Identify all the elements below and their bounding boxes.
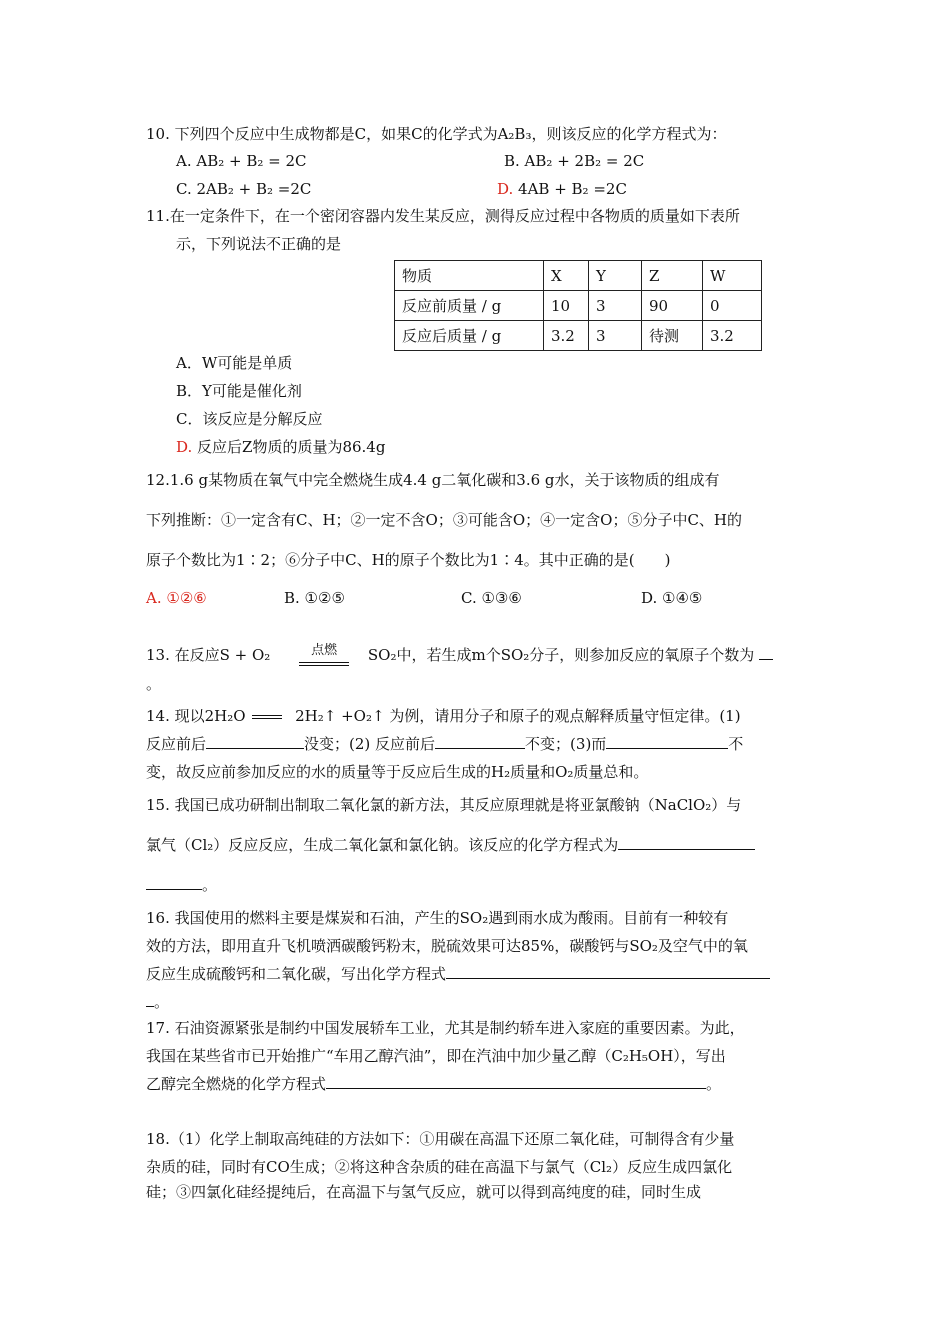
q16-line1: 16. 我国使用的燃料主要是煤炭和石油，产生的SO₂遇到雨水成为酸雨。目前有一种较有 <box>146 909 729 927</box>
q13-post: SO₂中，若生成m个SO₂分子，则参加反应的氧原子个数为 <box>367 646 755 664</box>
q14-line2c: 不变；(3)而 <box>525 735 607 753</box>
q18-line2: 杂质的硅，同时有CO生成；②将这种含杂质的硅在高温下与氯气（Cl₂）反应生成四氯化 <box>146 1158 733 1176</box>
table-cell: 待测 <box>642 321 703 351</box>
q16-answer-blank-cont[interactable] <box>146 992 154 1007</box>
q11-option-d-text: 反应后Z物质的质量为86.4g <box>192 438 386 456</box>
q11-stem-line2: 示，下列说法不正确的是 <box>176 235 342 253</box>
table-header-row <box>395 261 762 291</box>
q14-line2 <box>146 734 743 754</box>
q13-answer-blank[interactable] <box>759 645 773 660</box>
q10-option-a[interactable]: A. AB₂ + B₂ = 2C <box>176 152 307 170</box>
q10-option-d[interactable] <box>497 179 627 199</box>
q10-option-d-text: 4AB + B₂ =2C <box>513 180 627 198</box>
table-cell: W <box>703 261 762 291</box>
table-cell: 3 <box>589 291 642 321</box>
q14-line2a: 反应前后 <box>146 735 207 753</box>
q18-line1: 18.（1）化学上制取高纯硅的方法如下：①用碳在高温下还原二氧化硅，可制得含有少量 <box>146 1130 735 1148</box>
q16-line4 <box>146 992 169 1012</box>
q15-end: 。 <box>202 876 218 894</box>
q14-line1 <box>146 706 741 726</box>
q15-answer-blank-cont[interactable] <box>146 875 202 890</box>
table-cell: 90 <box>642 291 703 321</box>
q15-line1: 15. 我国已成功研制出制取二氧化氯的新方法，其反应原理就是将亚氯酸钠（NaClO₂）与 <box>146 796 742 814</box>
equals-sign-icon <box>299 662 349 666</box>
table-cell: 物质 <box>395 261 544 291</box>
q16-line2: 效的方法，即用直升飞机喷洒碳酸钙粉末，脱硫效果可达85%，碳酸钙与SO₂及空气中的氧 <box>146 937 748 955</box>
table-cell: 3 <box>589 321 642 351</box>
q14-blank-3[interactable] <box>606 734 728 749</box>
q14-line2d: 不 <box>728 735 744 753</box>
q11-option-b[interactable]: B．Y可能是催化剂 <box>176 382 302 400</box>
q14-blank-1[interactable] <box>206 734 304 749</box>
table-cell: Z <box>642 261 703 291</box>
q11-option-d[interactable] <box>176 437 385 457</box>
table-cell: 10 <box>544 291 589 321</box>
q12-line3: 原子个数比为1∶2；⑥分子中C、H的原子个数比为1∶4。其中正确的是( ) <box>146 551 671 569</box>
q10-option-c[interactable]: C. 2AB₂ + B₂ =2C <box>176 180 312 198</box>
q12-option-b[interactable]: B. ①②⑤ <box>284 589 345 607</box>
q11-mass-table <box>394 260 762 351</box>
ignition-condition-text: 点燃 <box>311 643 338 658</box>
q17-line1: 17. 石油资源紧张是制约中国发展轿车工业，尤其是制约轿车进入家庭的重要因素。为此， <box>146 1019 745 1037</box>
q17-end: 。 <box>706 1075 722 1093</box>
q15-line2-text: 氯气（Cl₂）反应反应，生成二氧化氯和氯化钠。该反应的化学方程式为 <box>146 836 619 854</box>
q12-option-a[interactable]: A. ①②⑥ <box>146 589 207 607</box>
q11-option-d-letter: D. <box>176 438 193 456</box>
q12-option-c[interactable]: C. ①③⑥ <box>461 589 522 607</box>
q11-option-a[interactable]: A．W可能是单质 <box>176 354 293 372</box>
q11-option-c[interactable]: C．该反应是分解反应 <box>176 410 323 428</box>
table-row <box>395 321 762 351</box>
q12-line1: 12.1.6 g某物质在氧气中完全燃烧生成4.4 g二氧化碳和3.6 g水，关于该物质的组成有 <box>146 471 720 489</box>
table-cell: 3.2 <box>544 321 589 351</box>
q17-answer-blank[interactable] <box>326 1074 706 1089</box>
q15-line2 <box>146 835 755 855</box>
q13-pre: 13. 在反应S + O₂ <box>146 646 271 664</box>
electrolysis-condition-icon <box>252 710 282 724</box>
q18-line3: 硅；③四氯化硅经提纯后，在高温下与氢气反应，就可以得到高纯度的硅，同时生成 <box>146 1183 702 1201</box>
q17-line3 <box>146 1074 721 1094</box>
q15-answer-blank[interactable] <box>618 835 755 850</box>
q14-blank-2[interactable] <box>435 734 525 749</box>
q10-stem: 10. 下列四个反应中生成物都是C，如果C的化学式为A₂B₃，则该反应的化学方程式为： <box>146 125 727 143</box>
q14-line2b: 没变；(2) 反应前后 <box>304 735 436 753</box>
q10-option-b[interactable]: B. AB₂ + 2B₂ = 2C <box>504 152 645 170</box>
table-cell: X <box>544 261 589 291</box>
q11-stem-line1: 11.在一定条件下，在一个密闭容器内发生某反应，测得反应过程中各物质的质量如下表所 <box>146 207 740 225</box>
q16-end: 。 <box>154 993 170 1011</box>
q16-line3 <box>146 964 770 984</box>
q13-line1 <box>146 645 773 672</box>
q17-line3-text: 乙醇完全燃烧的化学方程式 <box>146 1075 327 1093</box>
q14-pre: 14. 现以2H₂O <box>146 707 246 725</box>
table-row <box>395 291 762 321</box>
table-cell: 反应前质量 / g <box>395 291 544 321</box>
table-cell: 反应后质量 / g <box>395 321 544 351</box>
ignition-condition <box>299 641 349 666</box>
q16-line3-text: 反应生成硫酸钙和二氧化碳，写出化学方程式 <box>146 965 447 983</box>
q14-mid: 2H₂↑ +O₂↑ 为例，请用分子和原子的观点解释质量守恒定律。(1) <box>295 707 741 725</box>
q10-option-d-letter: D. <box>497 180 514 198</box>
q12-option-d[interactable]: D. ①④⑤ <box>641 589 703 607</box>
q12-line2: 下列推断：①一定含有C、H；②一定不含O；③可能含O；④一定含O；⑤分子中C、H的 <box>146 511 743 529</box>
q16-answer-blank[interactable] <box>446 964 770 979</box>
q15-line3 <box>146 875 217 895</box>
table-cell: 3.2 <box>703 321 762 351</box>
q17-line2: 我国在某些省市已开始推广“车用乙醇汽油”，即在汽油中加少量乙醇（C₂H₅OH），写出 <box>146 1047 726 1065</box>
table-cell: 0 <box>703 291 762 321</box>
q13-end: 。 <box>146 675 162 693</box>
table-cell: Y <box>589 261 642 291</box>
q14-line3: 变，故反应前参加反应的水的质量等于反应后生成的H₂质量和O₂质量总和。 <box>146 763 649 781</box>
